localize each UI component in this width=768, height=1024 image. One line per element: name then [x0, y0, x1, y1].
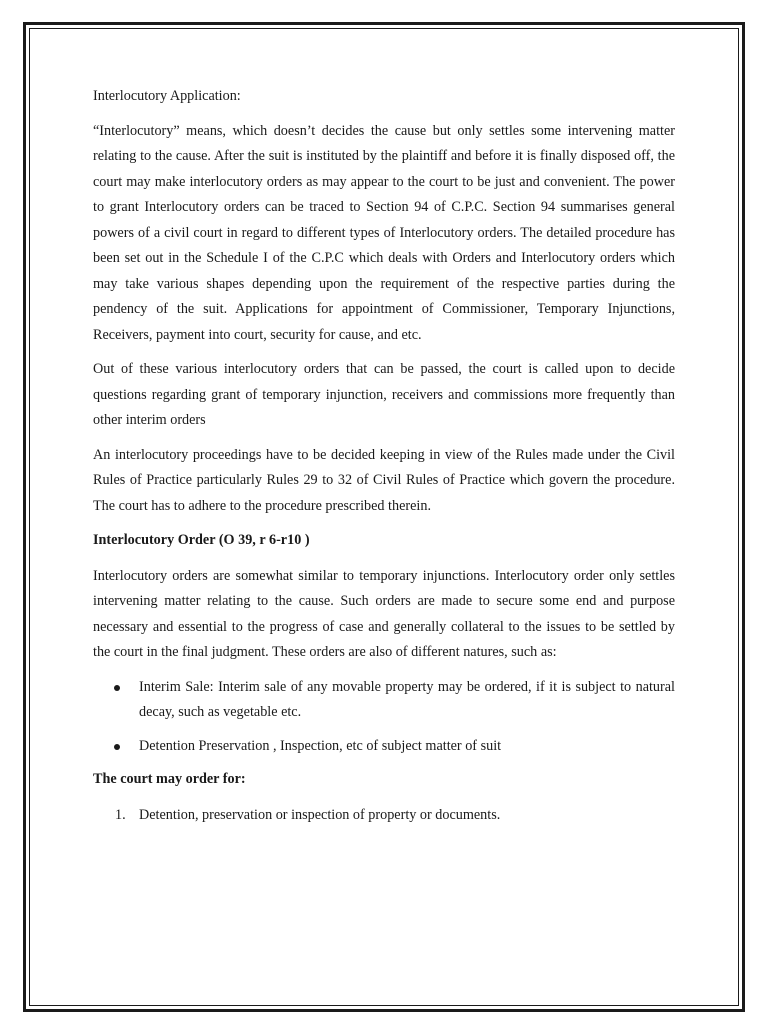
numbered-list	[93, 803, 675, 829]
paragraph-rules-of-practice: An interlocutory proceedings have to be decided keeping in view of the Rules made under the Civil Rules of Practice particularly Rules 29 to 32 of Civil Rules of Practice which govern the procedure. The court has to adhere to the procedure prescribed therein.	[93, 446, 675, 514]
bullet-list	[93, 675, 675, 760]
document-body	[93, 84, 675, 828]
heading-interlocutory-order: Interlocutory Order (O 39, r 6-r10 )	[93, 532, 310, 548]
paragraph-interlocutory-orders: Interlocutory orders are somewhat similar to temporary injunctions. Interlocutory order only settles intervening matter relating to the cause. Such orders are made to secure some end and purpose necessary and essential to the progress of case and generally collateral to the issues to be settled by the court in the final judgment. These orders are also of different natures, such as:	[93, 567, 675, 660]
heading-interlocutory-application: Interlocutory Application:	[93, 88, 241, 104]
list-item-text: Detention Preservation , Inspection, etc of subject matter of suit	[139, 737, 502, 754]
list-item	[93, 734, 675, 760]
paragraph-orders-frequency: Out of these various interlocutory orders that can be passed, the court is called upon to decide questions regarding grant of temporary injunction, receivers and commissions more frequently than other interim orders	[93, 361, 675, 428]
list-item	[93, 675, 675, 726]
bullet-icon	[114, 685, 120, 691]
list-item-number: 1.	[115, 806, 126, 823]
list-item-text: Detention, preservation or inspection of property or documents.	[139, 806, 501, 823]
heading-court-may-order: The court may order for:	[93, 771, 246, 787]
list-item-text: Interim Sale: Interim sale of any movable property may be ordered, if it is subject to natural decay, such as vegetable etc.	[139, 678, 675, 720]
list-item	[93, 803, 675, 829]
bullet-icon	[114, 744, 120, 750]
paragraph-definition: “Interlocutory” means, which doesn’t decides the cause but only settles some intervening matter relating to the cause. After the suit is instituted by the plaintiff and before it is finally disposed off, the court may make interlocutory orders as may appear to the court to be just and convenient. The power to grant Interlocutory orders can be traced to Section 94 of C.P.C. Section 94 summarises general powers of a civil court in regard to different types of Interlocutory orders. The detailed procedure has been set out in the Schedule I of the C.P.C which deals with Orders and Interlocutory orders which may take various shapes depending upon the requirement of the respective parties during the pendency of the suit. Applications for appointment of Commissioner, Temporary Injunctions, Receivers, payment into court, security for cause, and etc.	[93, 122, 675, 343]
